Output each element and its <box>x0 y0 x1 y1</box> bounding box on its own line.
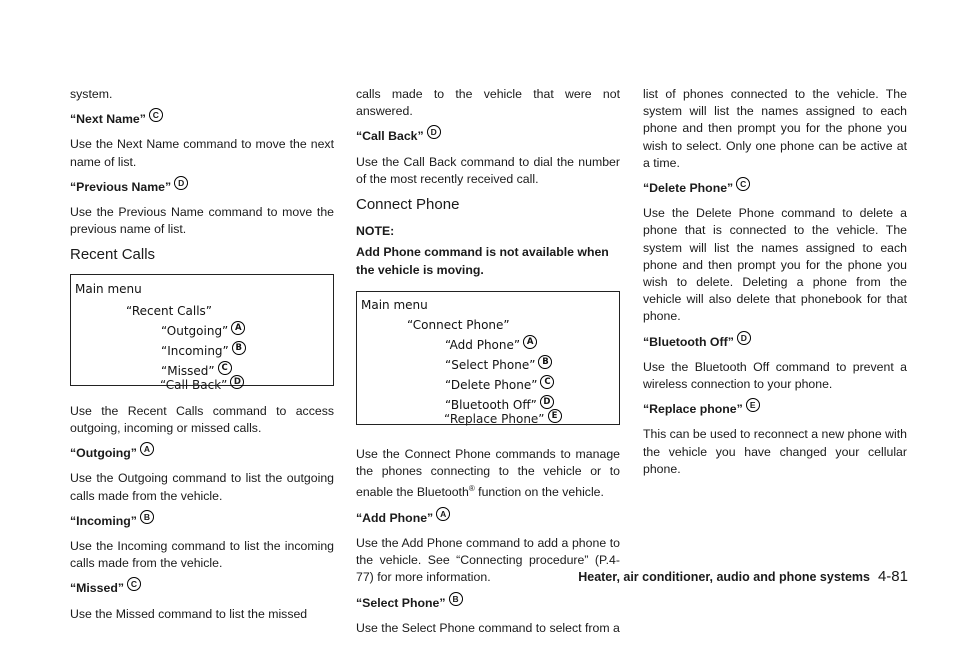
menu-item-label: “Connect Phone” <box>407 317 510 332</box>
paragraph: calls made to the vehicle that were not answered. <box>356 87 620 119</box>
callout-badge: D <box>174 176 188 190</box>
callout-badge: C <box>736 177 750 191</box>
section-title-recent-calls: Recent Calls <box>70 246 156 264</box>
menu-option: “Outgoing” A <box>161 323 245 340</box>
callout-badge: C <box>149 108 163 122</box>
callout-badge: E <box>548 409 562 423</box>
menu-option: “Missed” C <box>161 363 232 380</box>
callout-badge: D <box>737 331 751 345</box>
paragraph: list of phones connected to the vehicle. The system will list the names assigned to each phone and then prompt you for the phone you wish to select. Only one phone can be active at a time. <box>643 87 907 170</box>
heading-select-phone: “Select Phone” B <box>356 595 620 612</box>
page-number: 4-81 <box>877 568 908 585</box>
heading-previous-name: “Previous Name” D <box>70 179 334 196</box>
note-text: Add Phone command is not available when the vehicle is moving. <box>356 245 609 277</box>
heading-replace-phone: “Replace phone” E <box>643 401 907 418</box>
callout-badge: A <box>140 442 154 456</box>
menu-option: “Bluetooth Off” D <box>445 397 554 414</box>
column-1 <box>70 86 334 631</box>
callout-badge: A <box>231 321 245 335</box>
heading-outgoing: “Outgoing” A <box>70 445 334 462</box>
page-footer <box>578 568 908 585</box>
heading-incoming: “Incoming” B <box>70 513 334 530</box>
menu-main-label: Main menu <box>361 297 428 312</box>
paragraph: Use the Call Back command to dial the number of the most recently received call. <box>356 154 620 186</box>
paragraph: Use the Delete Phone command to delete a phone that is connected to the vehicle. The system will list the names assigned to each phone and then prompt you for the phone you wish to delete. Deleting a phone from the vehicle will also delete that phonebook for that phone. <box>643 206 907 324</box>
callout-badge: B <box>140 510 154 524</box>
callout-badge: D <box>230 375 244 389</box>
callout-badge: B <box>232 341 246 355</box>
callout-badge: C <box>540 375 554 389</box>
note-label: NOTE: <box>356 224 395 239</box>
heading-add-phone: “Add Phone” A <box>356 510 620 527</box>
callout-badge: E <box>746 398 760 412</box>
footer-section-title: Heater, air conditioner, audio and phone systems <box>578 570 870 584</box>
connect-phone-menu-figure <box>356 291 620 425</box>
menu-option: “Call Back” D <box>160 377 334 394</box>
paragraph: Use the Select Phone command to select from a <box>356 620 620 635</box>
paragraph: Use the Missed command to list the missed <box>70 606 308 621</box>
column-3 <box>643 86 907 486</box>
callout-badge: D <box>427 125 441 139</box>
heading-missed: “Missed” C <box>70 580 334 597</box>
paragraph: Use the Previous Name command to move the previous name of list. <box>70 205 334 237</box>
callout-badge: D <box>540 395 554 409</box>
paragraph: Use the Outgoing command to list the outgoing calls made from the vehicle. <box>70 471 334 503</box>
paragraph: Use the Recent Calls command to access outgoing, incoming or missed calls. <box>70 403 334 436</box>
paragraph: Use the Incoming command to list the incoming calls made from the vehicle. <box>70 539 334 571</box>
menu-option: “Delete Phone” C <box>445 377 554 394</box>
heading-bluetooth-off: “Bluetooth Off” D <box>643 334 907 351</box>
paragraph: Use the Next Name command to move the next name of list. <box>70 137 334 169</box>
heading-call-back: “Call Back” D <box>356 128 620 145</box>
callout-badge: A <box>436 507 450 521</box>
callout-badge: B <box>538 355 552 369</box>
menu-main-label: Main menu <box>75 281 142 296</box>
callout-badge: C <box>218 361 232 375</box>
column-2 <box>356 86 620 645</box>
heading-delete-phone: “Delete Phone” C <box>643 180 907 197</box>
paragraph: Use the Connect Phone commands to manage the phones connecting to the vehicle or to enable the Bluetooth® function on the vehicle. <box>356 447 620 500</box>
menu-option: “Incoming” B <box>161 343 246 360</box>
section-title-connect-phone: Connect Phone <box>356 196 460 214</box>
paragraph: system. <box>70 87 113 101</box>
menu-option: “Add Phone” A <box>445 337 537 354</box>
menu-option: “Select Phone” B <box>445 357 552 374</box>
callout-badge: C <box>127 577 141 591</box>
callout-badge: A <box>523 335 537 349</box>
paragraph: This can be used to reconnect a new phone with the vehicle you have changed your cellular phone. <box>643 427 907 476</box>
heading-next-name: “Next Name” C <box>70 111 334 128</box>
menu-option: “Replace Phone” E <box>444 411 620 428</box>
callout-badge: B <box>449 592 463 606</box>
paragraph: Use the Add Phone command to add a phone to the vehicle. See “Connecting procedure” (P.4-77) for more information. <box>356 535 620 585</box>
recent-calls-menu-figure <box>70 274 334 386</box>
menu-item-label: “Recent Calls” <box>126 303 213 318</box>
paragraph: Use the Bluetooth Off command to prevent a wireless connection to your phone. <box>643 359 907 392</box>
